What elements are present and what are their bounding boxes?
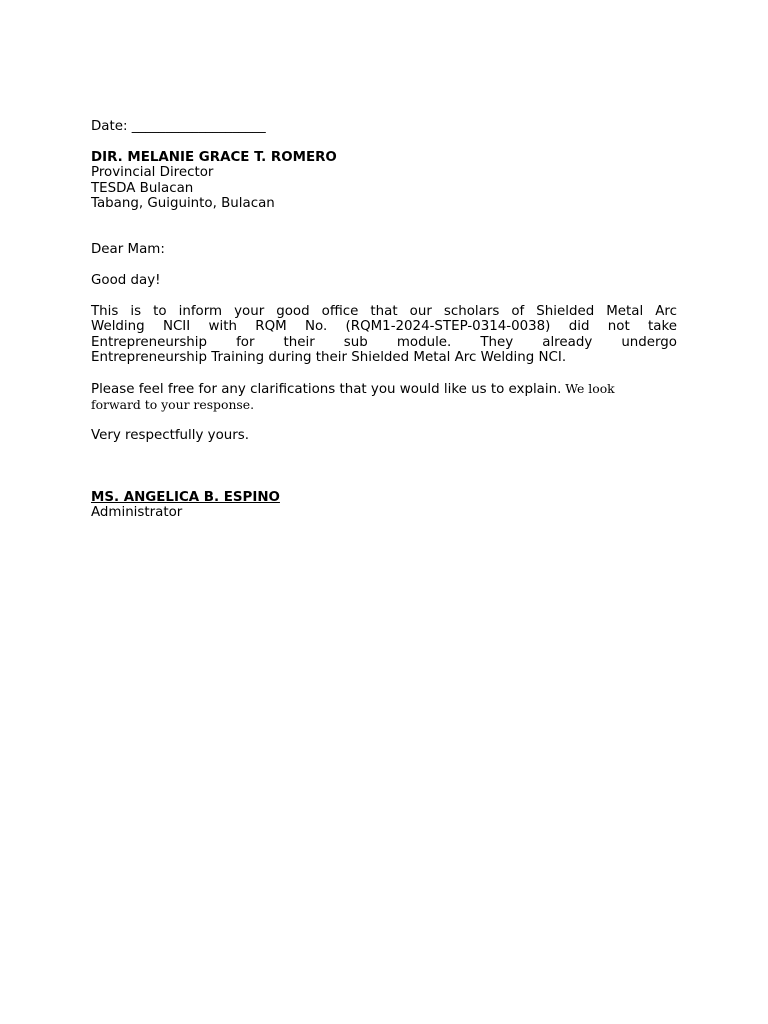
letter-content: [91, 119, 677, 520]
paragraph-line: Welding NCII with RQM No. (RQM1-2024-STEP-0314-0038) did not take: [91, 319, 677, 335]
spacer: [91, 288, 677, 303]
recipient-title: Provincial Director: [91, 165, 214, 181]
recipient-block: [91, 150, 677, 212]
closing: Very respectfully yours.: [91, 428, 249, 444]
paragraph-line-serif: forward to your response.: [91, 397, 255, 413]
paragraph-text-sans: Please feel free for any clarifications that you would like us to explain.: [91, 381, 562, 397]
signatory-title: Administrator: [91, 505, 183, 521]
spacer: [91, 258, 677, 273]
recipient-address: Tabang, Guiguinto, Bulacan: [91, 196, 275, 212]
greeting: Good day!: [91, 273, 161, 289]
recipient-name: DIR. MELANIE GRACE T. ROMERO: [91, 149, 337, 165]
spacer: [91, 413, 677, 428]
signature-block: [91, 490, 677, 521]
paragraph-line: [91, 381, 677, 397]
body-paragraph-1: [91, 304, 677, 366]
recipient-office: TESDA Bulacan: [91, 180, 194, 196]
paragraph-line: This is to inform your good office that our scholars of Shielded Metal Arc: [91, 303, 677, 319]
spacer: [91, 211, 677, 242]
spacer: [91, 365, 677, 380]
date-line: Date: ____________________: [91, 119, 266, 134]
signatory-name: MS. ANGELICA B. ESPINO: [91, 489, 280, 505]
paragraph-line: Entrepreneurship Training during their Shielded Metal Arc Welding NCI.: [91, 350, 567, 366]
spacer: [91, 443, 677, 489]
paragraph-text-serif: We look: [561, 380, 615, 396]
body-paragraph-2: [91, 381, 677, 413]
paragraph-line: Entrepreneurship for their sub module. They already undergo: [91, 334, 677, 350]
spacer: [91, 134, 677, 149]
salutation: Dear Mam:: [91, 242, 165, 258]
